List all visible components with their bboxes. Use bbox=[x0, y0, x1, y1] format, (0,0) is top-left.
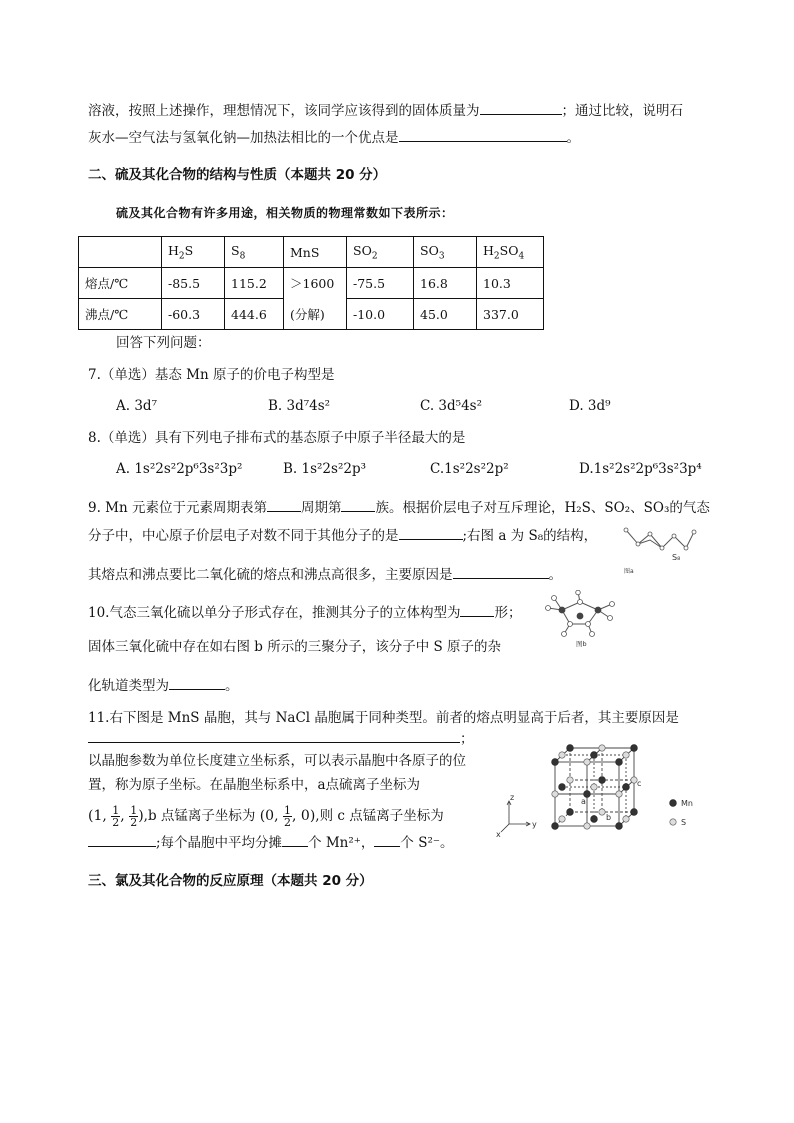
fraction: $\frac{1}{2}$ bbox=[112, 803, 120, 829]
table-cell: 444.6 bbox=[225, 299, 284, 330]
question-11-line: ;每个晶胞中平均分摊 个 Mn²⁺， 个 S²⁻。 bbox=[88, 832, 454, 853]
table-cell: 16.8 bbox=[414, 268, 477, 299]
figure-a-s8-structure bbox=[620, 520, 700, 575]
question-11-coord-line: (1, $\frac{1}{2}$ , $\frac{1}{2}$ ),b 点锰离子坐标为 (0, $\frac{1}{2}$ , 0),则 c 点锰离子坐标为 bbox=[88, 803, 444, 829]
answer-blank[interactable] bbox=[341, 497, 375, 512]
table-cell: 337.0 bbox=[477, 299, 544, 330]
q8-option-d[interactable]: D.1s²2s²2p⁶3s²3p⁴ bbox=[579, 461, 702, 477]
s8-label: S₈ bbox=[672, 553, 681, 562]
fraction: $\frac{1}{2}$ bbox=[284, 803, 291, 829]
table-cell: 沸点/℃ bbox=[79, 299, 162, 330]
table-header-cell bbox=[79, 237, 162, 268]
answer-blank[interactable] bbox=[480, 100, 562, 115]
answer-blank[interactable] bbox=[88, 832, 156, 847]
question-8-stem: 8.（单选）具有下列电子排布式的基态原子中原子半径最大的是 bbox=[88, 430, 466, 446]
figure-a-caption: 图a bbox=[624, 568, 634, 575]
table-cell: 45.0 bbox=[414, 299, 477, 330]
axis-z-label: z bbox=[510, 793, 515, 802]
table-cell: -85.5 bbox=[162, 268, 225, 299]
answer-blank[interactable] bbox=[169, 675, 225, 690]
table-header-cell: $S_8$ bbox=[225, 237, 284, 268]
table-cell: 10.3 bbox=[477, 268, 544, 299]
table-header-cell: MnS bbox=[284, 237, 347, 268]
table-header-cell: $SO_3$ bbox=[414, 237, 477, 268]
legend-mn-icon bbox=[670, 800, 677, 807]
point-b-label: b bbox=[606, 813, 612, 822]
q7-option-d[interactable]: D. 3d⁹ bbox=[569, 398, 611, 414]
answer-blank[interactable] bbox=[282, 832, 308, 847]
point-a-label: a bbox=[581, 797, 586, 806]
answer-blank[interactable] bbox=[88, 728, 460, 743]
q8-option-b[interactable]: B. 1s²2s²2p³ bbox=[283, 461, 367, 477]
table-row bbox=[79, 268, 544, 299]
table-header-cell: $H_2S$ bbox=[162, 237, 225, 268]
table-cell: -60.3 bbox=[162, 299, 225, 330]
table-header-row bbox=[79, 237, 544, 268]
q8-option-c[interactable]: C.1s²2s²2p² bbox=[430, 461, 509, 477]
answer-blank[interactable] bbox=[453, 564, 549, 579]
answer-blank[interactable] bbox=[374, 832, 400, 847]
table-cell: 熔点/℃ bbox=[79, 268, 162, 299]
table-header-cell: $H_2SO_4$ bbox=[477, 237, 544, 268]
question-10-line: 固体三氧化硫中存在如右图 b 所示的三聚分子，该分子中 S 原子的杂 bbox=[88, 639, 502, 655]
fraction: $\frac{1}{2}$ bbox=[130, 803, 138, 829]
axis-y-label: y bbox=[532, 820, 537, 829]
table-row bbox=[79, 299, 544, 330]
question-10-line: 化轨道类型为 。 bbox=[88, 675, 239, 696]
mns-unit-cell-figure bbox=[495, 738, 710, 850]
q7-option-c[interactable]: C. 3d⁵4s² bbox=[420, 398, 483, 414]
table-cell: ＞1600 bbox=[284, 268, 347, 299]
question-11-line: 11.右下图是 MnS 晶胞，其与 NaCl 晶胞属于同种类型。前者的熔点明显高于后者，其主要原因是 bbox=[88, 710, 679, 726]
point-c-label: c bbox=[637, 779, 642, 788]
table-cell: -75.5 bbox=[347, 268, 414, 299]
table-cell: 115.2 bbox=[225, 268, 284, 299]
coord-b: (0, $\frac{1}{2}$ , 0) bbox=[259, 803, 316, 829]
answer-blank[interactable] bbox=[399, 127, 567, 142]
table-cell: (分解) bbox=[284, 299, 347, 330]
legend-mn-label: Mn bbox=[681, 799, 693, 808]
coord-a: (1, $\frac{1}{2}$ , $\frac{1}{2}$ ) bbox=[88, 803, 144, 829]
legend-s-label: S bbox=[681, 818, 687, 827]
table-cell: -10.0 bbox=[347, 299, 414, 330]
section-heading: 三、氯及其化合物的反应原理（本题共 20 分） bbox=[88, 873, 373, 889]
question-10-line: 10.气态三氧化硫以单分子形式存在，推测其分子的立体构型为 形； bbox=[88, 602, 521, 623]
legend-s-icon bbox=[670, 819, 676, 825]
question-9-line: 其熔点和沸点要比二氧化硫的熔点和沸点高很多，主要原因是 。 bbox=[88, 564, 562, 585]
question-9-line: 分子中，中心原子价层电子对数不同于其他分子的是 ;右图 a 为 S₈的结构， bbox=[88, 525, 597, 546]
question-7-stem: 7.（单选）基态 Mn 原子的价电子构型是 bbox=[88, 367, 335, 383]
answer-blank[interactable] bbox=[267, 497, 301, 512]
answer-prompt: 回答下列问题： bbox=[116, 335, 211, 351]
table-header-cell: $SO_2$ bbox=[347, 237, 414, 268]
answer-blank[interactable] bbox=[399, 525, 463, 540]
axis-x-label: x bbox=[496, 830, 501, 839]
q7-option-b[interactable]: B. 3d⁷4s² bbox=[268, 398, 331, 414]
question-11-line: 以晶胞参数为单位长度建立坐标系，可以表示晶胞中各原子的位 bbox=[88, 753, 466, 769]
text-line: 溶液，按照上述操作，理想情况下，该同学应该得到的固体质量为 ；通过比较，说明石 bbox=[88, 100, 683, 121]
properties-table bbox=[78, 236, 544, 330]
q8-option-a[interactable]: A. 1s²2s²2p⁶3s²3p² bbox=[116, 461, 243, 477]
section-heading: 二、硫及其化合物的结构与性质（本题共 20 分） bbox=[88, 167, 387, 183]
figure-b-caption: 图b bbox=[576, 640, 587, 648]
question-11-line: ； bbox=[88, 728, 474, 749]
q7-option-a[interactable]: A. 3d⁷ bbox=[116, 398, 157, 414]
answer-blank[interactable] bbox=[460, 602, 494, 617]
question-11-line: 置，称为原子坐标。在晶胞坐标系中，a点硫离子坐标为 bbox=[88, 777, 421, 793]
table-intro: 硫及其化合物有许多用途，相关物质的物理常数如下表所示： bbox=[116, 206, 454, 220]
text-line: 灰水—空气法与氢氧化钠—加热法相比的一个优点是 。 bbox=[88, 127, 580, 148]
figure-b-trimer bbox=[540, 590, 620, 650]
question-9-line: 9. Mn 元素位于元素周期表第 周期第 族。根据价层电子对互斥理论，H₂S、SO₂、SO₃的气态 bbox=[88, 497, 710, 518]
